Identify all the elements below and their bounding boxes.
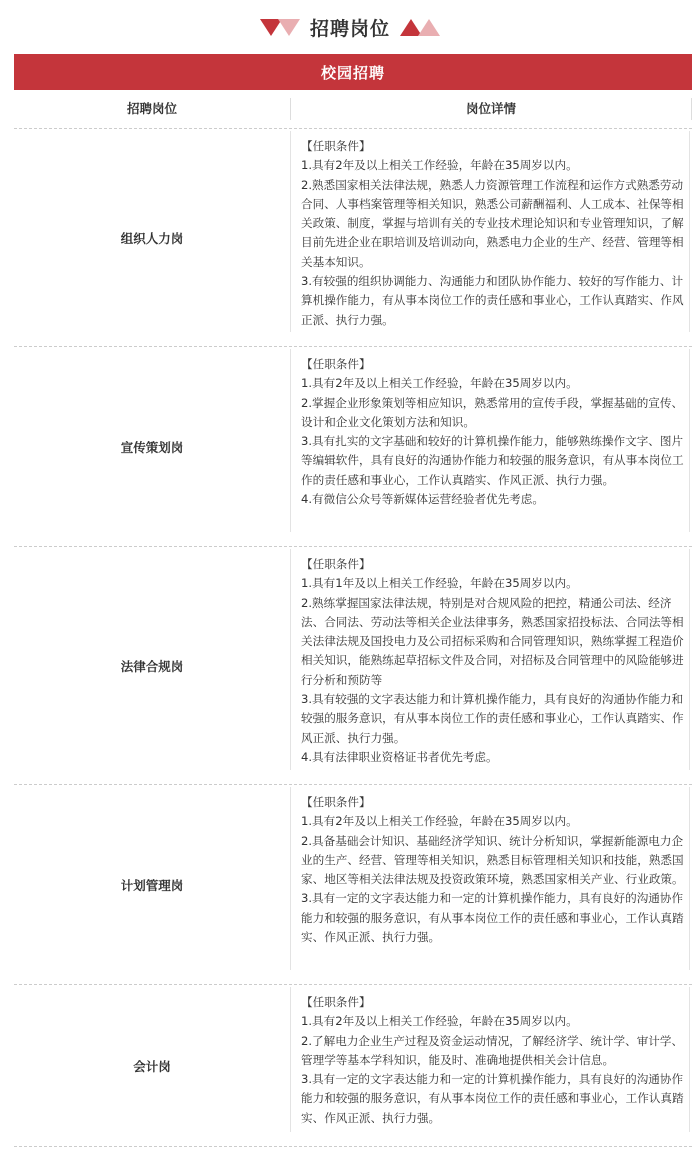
- right-triangle-icon: [400, 19, 440, 36]
- table-row: [14, 785, 692, 985]
- detail-line: 2.了解电力企业生产过程及资金运动情况，了解经济学、统计学、审计学、管理学等基本学科知识，能及时、准确地提供相关会计信息。: [301, 1033, 684, 1067]
- job-name: 组织人力岗: [120, 230, 184, 246]
- table-row: [14, 347, 692, 547]
- detail-line: 3.具有扎实的文字基础和较好的计算机操作能力，能够熟练操作文字、图片等编辑软件，具有良好的沟通协作能力和较强的服务意识，有从事本岗位工作的责任感和事业心，工作认真踏实、作风正派、执行力强。: [301, 434, 684, 487]
- detail-line: 2.熟练掌握国家法律法规，特别是对合规风险的把控，精通公司法、经济法、合同法、劳动法等相关企业法律事务，熟悉国家招投标法、合同法等相关法律法规及国投电力及公司招标采购和合同管理知识，熟练掌握工程造价相关知识，能熟练起草招标文件及合同，对招标及合同管理中的风险能够进行分析和预防等: [301, 595, 684, 687]
- left-triangle-icon: [260, 19, 300, 36]
- job-name: 法律合规岗: [120, 658, 184, 674]
- detail-line: 3.有较强的组织协调能力、沟通能力和团队协作能力、较好的写作能力、计算机操作能力，有从事本岗位工作的责任感和事业心，工作认真踏实、作风正派、执行力强。: [301, 274, 684, 327]
- table-row: [14, 985, 692, 1147]
- table-header: [14, 90, 692, 129]
- detail-line: 2.具备基础会计知识、基础经济学知识、统计分析知识，掌握新能源电力企业的生产、经营、管理等相关知识，熟悉目标管理相关知识和技能，熟悉国家、地区等相关法律法规及投资政策环境，熟悉国家相关产业、行业政策。: [301, 833, 684, 887]
- detail-line: 2.熟悉国家相关法律法规，熟悉人力资源管理工作流程和运作方式熟悉劳动合同、人事档案管理等相关知识，熟悉公司薪酬福利、人工成本、社保等相关政策、制度，掌握与培训有关的专业技术理论知识和专业管理知识，了解目前先进企业在职培训及培训动向，熟悉电力企业的生产、经营、管理等相关基本知识。: [301, 177, 684, 269]
- detail-line: 1.具有2年及以上相关工作经验，年龄在35周岁以内。: [301, 158, 578, 173]
- detail-line: 3.具有较强的文字表达能力和计算机操作能力，具有良好的沟通协作能力和较强的服务意识，有从事本岗位工作的责任感和事业心，工作认真踏实、作风正派、执行力强。: [301, 692, 684, 745]
- section-header: [0, 0, 700, 54]
- column-header-position: 招聘岗位: [14, 98, 291, 120]
- job-table: [14, 90, 692, 1147]
- detail-line: 1.具有2年及以上相关工作经验，年龄在35周岁以内。: [301, 1014, 578, 1029]
- detail-line: 1.具有1年及以上相关工作经验，年龄在35周岁以内。: [301, 576, 578, 591]
- detail-line: 【任职条件】: [301, 139, 371, 153]
- table-row: [14, 129, 692, 347]
- detail-line: 1.具有2年及以上相关工作经验，年龄在35周岁以内。: [301, 814, 578, 829]
- detail-line: 【任职条件】: [301, 795, 371, 809]
- job-name: 计划管理岗: [120, 877, 184, 893]
- section-title: 招聘岗位: [309, 17, 390, 40]
- job-name: 宣传策划岗: [120, 439, 184, 455]
- job-detail: [290, 787, 690, 970]
- job-detail: [290, 549, 690, 770]
- detail-line: 1.具有2年及以上相关工作经验，年龄在35周岁以内。: [301, 376, 578, 391]
- column-header-detail: 岗位详情: [291, 98, 692, 120]
- detail-line: 4.具有法律职业资格证书者优先考虑。: [301, 749, 498, 764]
- detail-line: 【任职条件】: [301, 357, 371, 371]
- job-name: 会计岗: [133, 1058, 171, 1074]
- detail-line: 【任职条件】: [301, 995, 371, 1009]
- detail-line: 【任职条件】: [301, 557, 371, 571]
- campus-recruitment-banner: 校园招聘: [14, 54, 692, 90]
- detail-line: 3.具有一定的文字表达能力和一定的计算机操作能力，具有良好的沟通协作能力和较强的服务意识，有从事本岗位工作的责任感和事业心，工作认真踏实、作风正派、执行力强。: [301, 891, 684, 945]
- job-detail: [290, 131, 690, 332]
- detail-line: 4.有微信公众号等新媒体运营经验者优先考虑。: [301, 492, 544, 507]
- detail-line: 2.掌握企业形象策划等相应知识，熟悉常用的宣传手段，掌握基础的宣传、设计和企业文化策划方法和知识。: [301, 395, 684, 429]
- table-row: [14, 547, 692, 785]
- detail-line: 3.具有一定的文字表达能力和一定的计算机操作能力，具有良好的沟通协作能力和较强的服务意识，有从事本岗位工作的责任感和事业心，工作认真踏实、作风正派、执行力强。: [301, 1072, 684, 1125]
- job-detail: [290, 987, 690, 1132]
- job-detail: [290, 349, 690, 532]
